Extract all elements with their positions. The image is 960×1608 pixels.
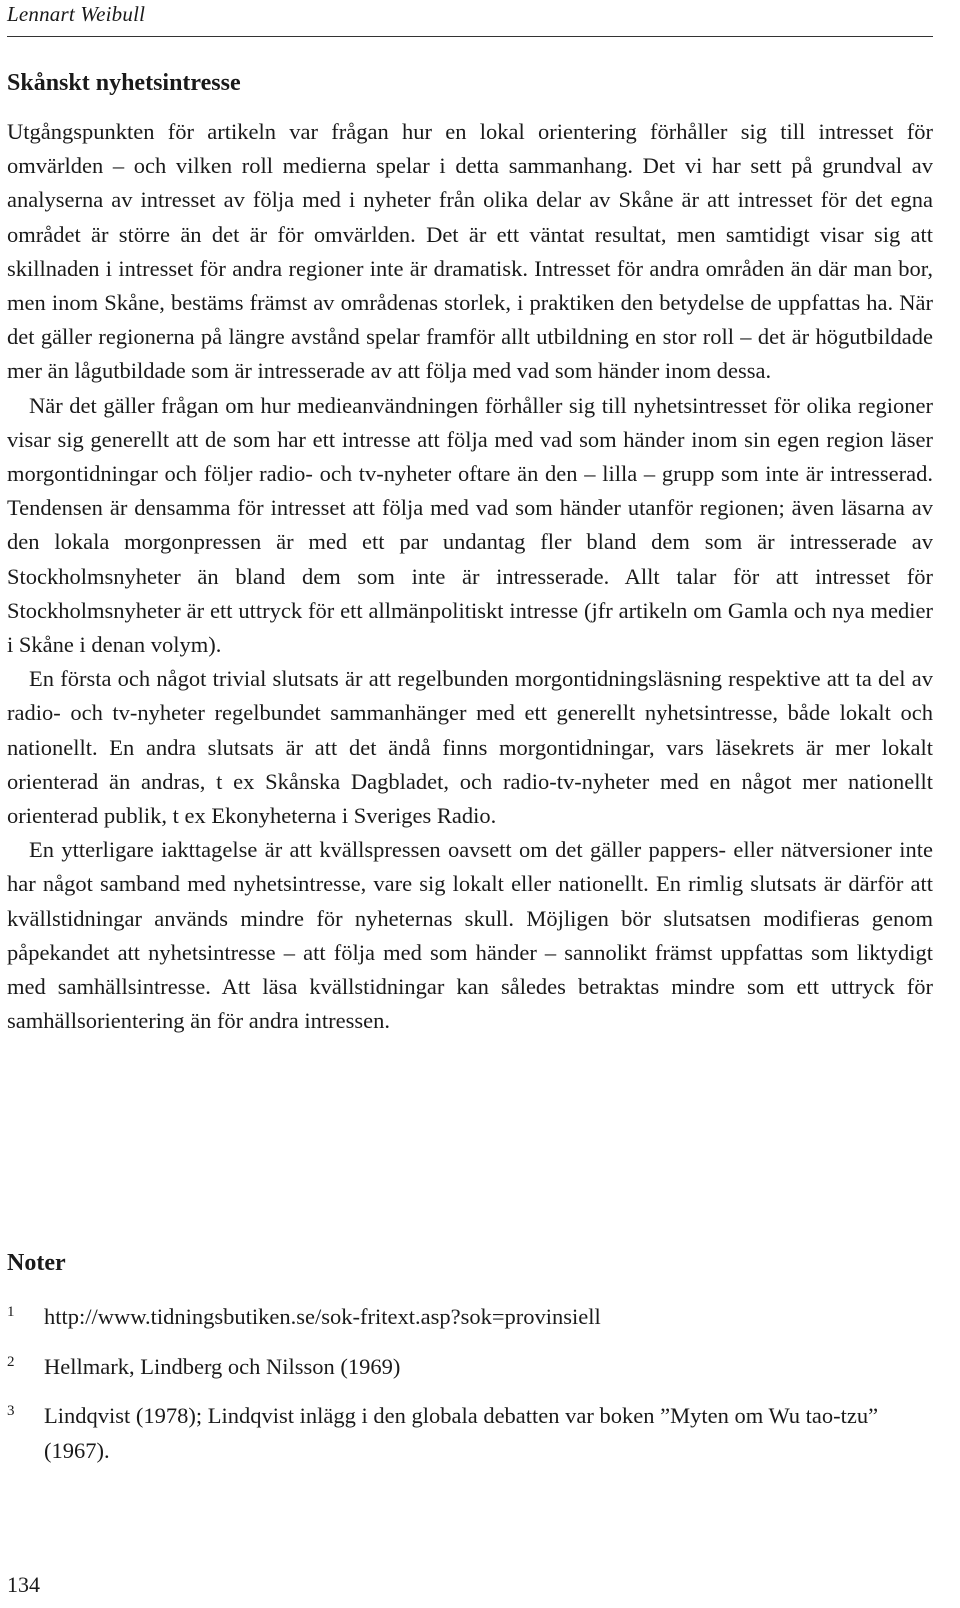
note-text: Lindqvist (1978); Lindqvist inlägg i den globala debatten var boken ”Myten om Wu tao-tzu” (1967). — [44, 1403, 879, 1463]
note-number: 3 — [7, 1403, 15, 1419]
note-text: http://www.tidningsbutiken.se/sok-fritext.asp?sok=provinsiell — [44, 1304, 601, 1329]
paragraph: Utgångspunkten för artikeln var frågan hur en lokal orientering förhåller sig till intresset för omvärlden – och vilken roll medierna spelar i detta sammanhang. Det vi har sett på grundval av analyserna av intresset av följa med i nyheter från olika delar av Skåne är att intresset för det egna området är större än det är för omvärlden. Det är ett väntat resultat, men samtidigt visar sig att skillnaden i intresset för andra regioner inte är dramatisk. Intresset för andra områden än där man bor, men inom Skåne, bestäms främst av områdenas storlek, i praktiken den betydelse de uppfattas ha. När det gäller regionerna på längre avstånd spelar framför allt utbildning en stor roll – det är högutbildade mer än lågutbildade som är intresserade av att följa med vad som händer inom dessa. — [7, 119, 933, 384]
note-text: Hellmark, Lindberg och Nilsson (1969) — [44, 1353, 401, 1379]
running-head: Lennart Weibull — [7, 2, 146, 26]
note-item — [7, 1399, 933, 1468]
paragraph: En första och något trivial slutsats är att regelbunden morgontidningsläsning respektive att ta del av radio- och tv-nyheter regelbundet sammanhänger med ett generellt nyhetsintresse, både lokalt och nationellt. En andra slutsats är att det ändå finns morgontidningar, vars läsekrets är mer lokalt orienterad än andras, t ex Skånska Dagbladet, och radio-tv-nyheter med en något mer nationellt orienterad publik, t ex Ekonyheterna i Sveriges Radio. — [7, 666, 933, 829]
page-number: 134 — [7, 1572, 40, 1597]
note-number: 2 — [7, 1353, 15, 1370]
header-rule — [7, 36, 933, 37]
paragraph: När det gäller frågan om hur medieanvändningen förhåller sig till nyhetsintresset för olika regioner visar sig generellt att de som har ett intresse att följa med vad som händer inom sin egen region läser morgontidningar och följer radio- och tv-nyheter oftare än den – lilla – grupp som inte är intresserad. Tendensen är densamma för intresset att följa med vad som händer utanför regionen; även läsarna av den lokala morgonpressen är med ett par undantag fler bland dem som är intresserade av Stockholmsnyheter än bland dem som inte är intresserade. Allt talar för att intresset för Stockholmsnyheter är ett uttryck för ett allmänpolitiskt intresse (jfr artikeln om Gamla och nya medier i Skåne i denan volym). — [7, 392, 933, 658]
body-text — [7, 115, 933, 1038]
note-item — [7, 1300, 933, 1335]
paragraph: En ytterligare iakttagelse är att kvällspressen oavsett om det gäller pappers- eller nätversioner inte har något samband med nyhetsintresse, vare sig lokalt eller nationellt. En rimlig slutsats är därför att kvällstidningar används mindre för nyheternas skull. Möjligen bör slutsatsen modifieras genom påpekandet att nyhetsintresse – att följa med som händer – sannolikt främst uppfattas som liktydigt med samhällsintresse. Att läsa kvällstidningar kan således betraktas mindre som ett uttryck för samhällsorientering än för andra intressen. — [7, 837, 933, 1034]
note-number: 1 — [7, 1304, 15, 1320]
notes-heading: Noter — [7, 1250, 66, 1276]
note-item — [7, 1350, 933, 1385]
section-heading: Skånskt nyhetsintresse — [7, 70, 241, 96]
notes-list — [7, 1300, 933, 1483]
